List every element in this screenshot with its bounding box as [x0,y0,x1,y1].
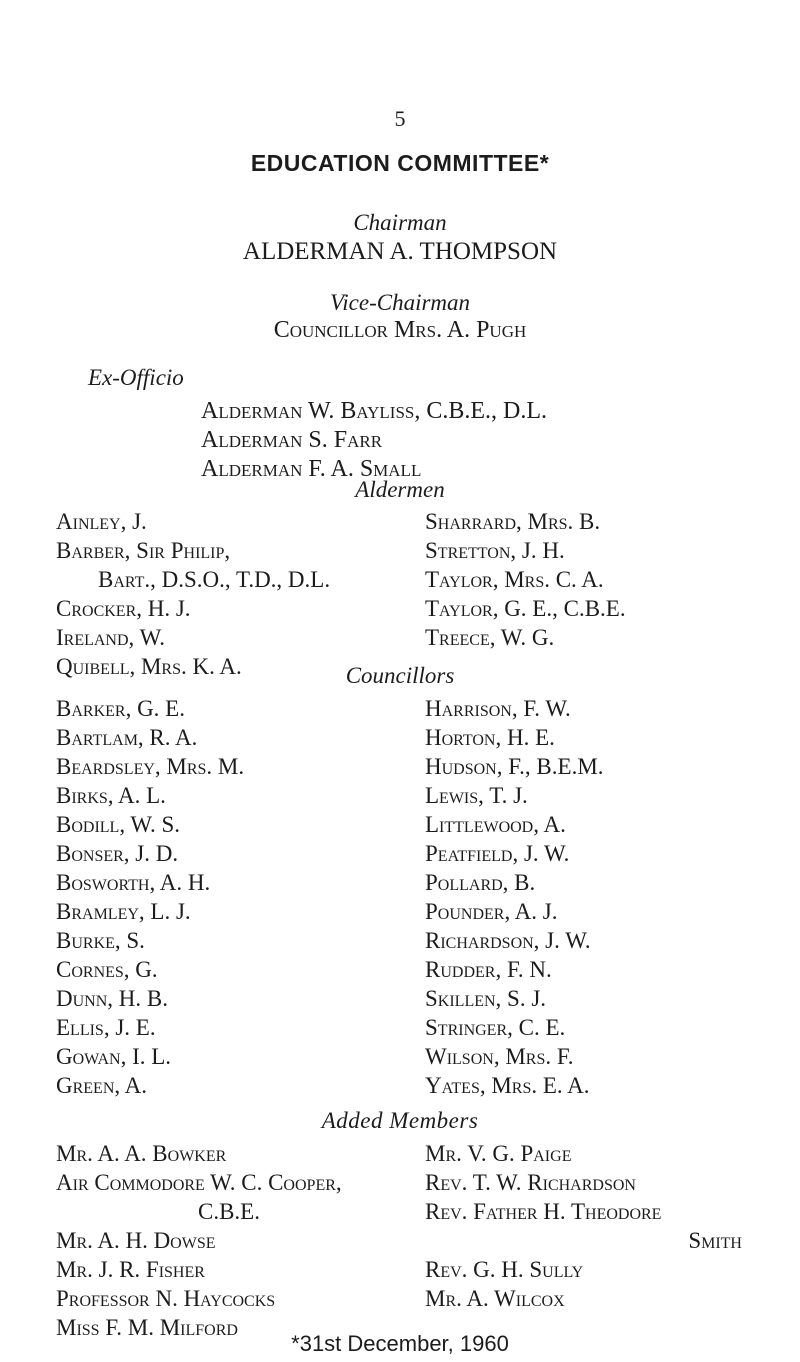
added-member-entry-continued: Smith [688,1228,742,1253]
alderman-entry: Barber, Sir Philip, [56,538,231,563]
councillor-entry: Harrison, F. W. [425,696,571,721]
page-title: EDUCATION COMMITTEE* [250,150,550,176]
councillor-entry: Cornes, G. [56,957,158,982]
ex-officio-list [201,397,547,484]
councillor-entry: Bosworth, A. H. [56,870,211,895]
councillors-left-column [56,694,244,1100]
councillor-entry: Green, A. [56,1073,147,1098]
councillor-entry: Pollard, B. [425,870,536,895]
councillor-entry: Bodill, W. S. [56,812,181,837]
added-member-entry: Professor N. Haycocks [56,1286,276,1311]
added-members-left-column [56,1139,342,1342]
added-member-entry: Rev. Father H. Theodore [425,1199,662,1224]
councillor-entry: Dunn, H. B. [56,986,168,1011]
ex-officio-label: Ex-Officio [88,365,184,390]
alderman-entry: Crocker, H. J. [56,596,191,621]
councillor-entry: Stringer, C. E. [425,1015,566,1040]
added-member-entry: Mr. V. G. Paige [425,1141,572,1166]
councillor-entry: Ellis, J. E. [56,1015,156,1040]
councillor-entry: Burke, S. [56,928,145,953]
alderman-entry: Treece, W. G. [425,625,555,650]
aldermen-right-column [425,507,626,652]
councillor-entry: Lewis, T. J. [425,783,528,808]
councillor-entry: Beardsley, Mrs. M. [56,754,245,779]
ex-officio-member: Alderman S. Farr [201,427,383,453]
added-member-entry: Mr. J. R. Fisher [56,1257,205,1282]
alderman-entry: Ainley, J. [56,509,147,534]
councillor-entry: Rudder, F. N. [425,957,552,982]
councillor-entry: Barker, G. E. [56,696,185,721]
alderman-entry: Quibell, Mrs. K. A. [56,654,242,679]
chairman-name: ALDERMAN A. THOMPSON [242,238,558,265]
ex-officio-member: Alderman F. A. Small [201,456,422,482]
councillor-entry: Peatfield, J. W. [425,841,570,866]
added-member-entry: Rev. G. H. Sully [425,1257,584,1282]
ex-officio-member: Alderman W. Bayliss, C.B.E., D.L. [201,398,548,424]
alderman-entry: Ireland, W. [56,625,165,650]
vice-chairman-label: Vice-Chairman [329,290,471,315]
added-member-entry: Mr. A. H. Dowse [56,1228,216,1253]
alderman-entry-continued: Bart., D.S.O., T.D., D.L. [98,567,331,592]
alderman-entry: Taylor, Mrs. C. A. [425,567,604,592]
councillor-entry: Bartlam, R. A. [56,725,198,750]
alderman-entry: Stretton, J. H. [425,538,565,563]
aldermen-left-column [56,507,330,681]
councillor-entry: Hudson, F., B.E.M. [425,754,604,779]
aldermen-label: Aldermen [355,477,445,502]
councillor-entry: Bramley, L. J. [56,899,191,924]
councillor-entry: Gowan, I. L. [56,1044,172,1069]
councillor-entry: Littlewood, A. [425,812,566,837]
councillor-entry: Bonser, J. D. [56,841,179,866]
councillors-label: Councillors [345,663,455,688]
councillor-entry: Wilson, Mrs. F. [425,1044,574,1069]
added-member-entry: Mr. A. Wilcox [425,1286,565,1311]
vice-chairman-name: Councillor Mrs. A. Pugh [273,317,527,343]
councillor-entry: Richardson, J. W. [425,928,591,953]
councillor-entry: Skillen, S. J. [425,986,547,1011]
councillor-entry: Horton, H. E. [425,725,555,750]
councillors-right-column [425,694,604,1100]
added-member-entry: Miss F. M. Milford [56,1315,238,1340]
alderman-entry: Taylor, G. E., C.B.E. [425,596,626,621]
added-members-right-column [425,1139,742,1313]
added-member-entry: Air Commodore W. C. Cooper, [56,1170,342,1195]
added-member-entry: Mr. A. A. Bowker [56,1141,227,1166]
alderman-entry: Sharrard, Mrs. B. [425,509,601,534]
added-member-entry: Rev. T. W. Richardson [425,1170,636,1195]
page-number: 5 [394,106,406,131]
councillor-entry: Pounder, A. J. [425,899,558,924]
councillor-entry: Birks, A. L. [56,783,166,808]
footnote: *31st December, 1960 [291,1331,509,1356]
chairman-label: Chairman [353,210,447,235]
added-member-entry-continued: C.B.E. [198,1199,260,1224]
councillor-entry: Yates, Mrs. E. A. [425,1073,590,1098]
added-members-label: Added Members [321,1108,479,1133]
